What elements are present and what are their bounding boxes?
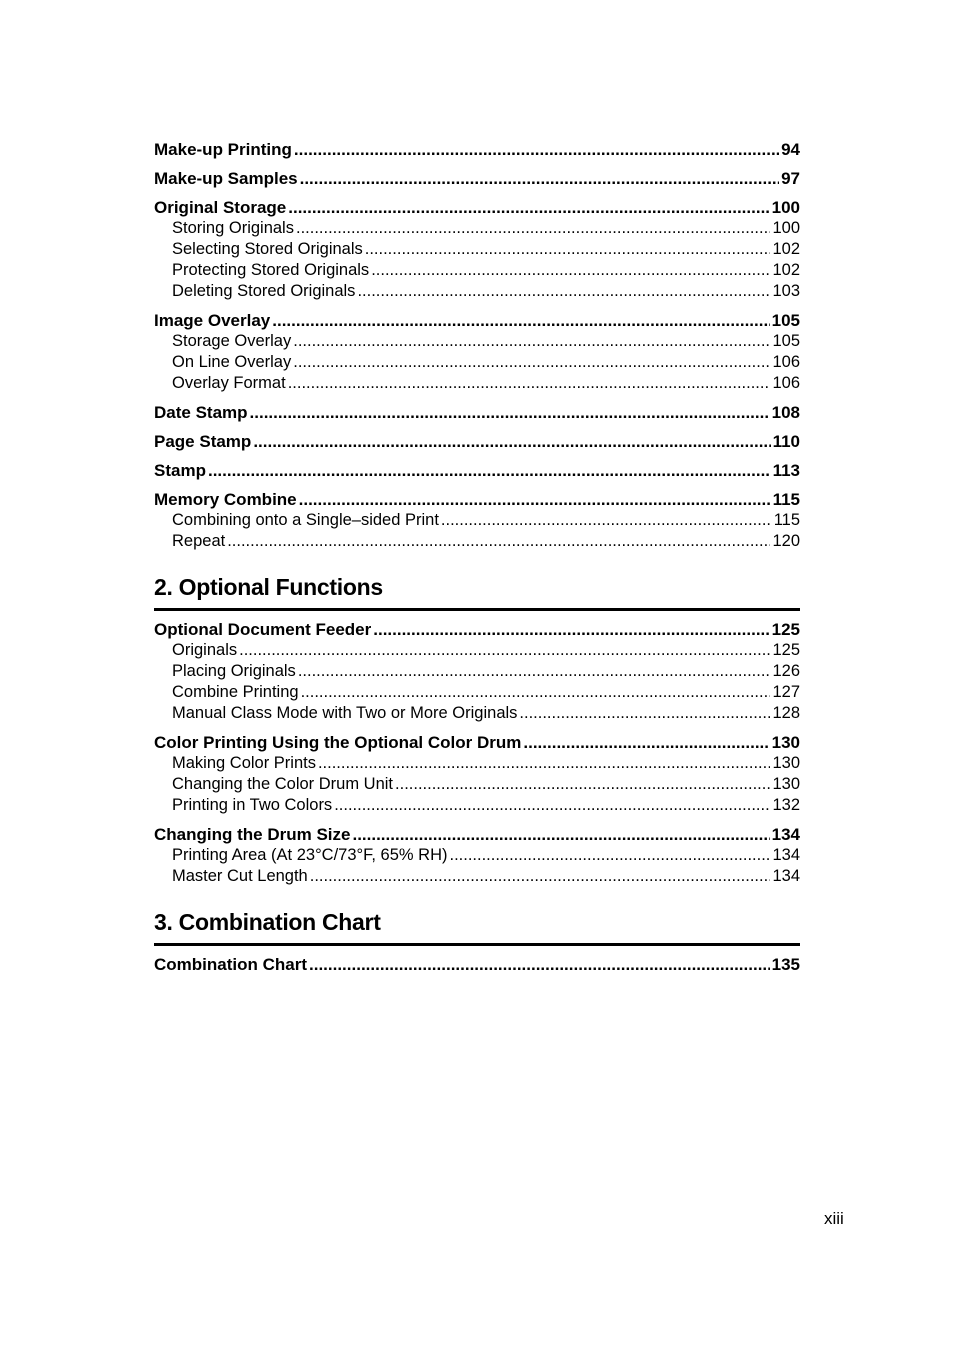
toc-entry-title: Make-up Printing <box>154 140 292 159</box>
dot-leader <box>288 197 769 218</box>
toc-entry[interactable] <box>154 489 800 510</box>
dot-leader <box>293 352 770 373</box>
toc-entry-page: 134 <box>771 825 800 844</box>
page-number: xiii <box>824 1209 844 1228</box>
dot-leader <box>441 510 772 531</box>
toc-entry-title: Storage Overlay <box>172 332 292 350</box>
toc-entry-page: 102 <box>772 261 800 279</box>
toc-subentry[interactable] <box>154 640 800 661</box>
toc-entry[interactable] <box>154 197 800 218</box>
dot-leader <box>310 866 771 887</box>
dot-leader <box>334 795 770 816</box>
dot-leader <box>519 703 770 724</box>
toc-entry[interactable] <box>154 139 800 160</box>
chapter-rule <box>154 608 800 611</box>
toc-entry-page: 128 <box>772 704 800 722</box>
toc-entry-title: Protecting Stored Originals <box>172 261 370 279</box>
toc-entry-title: Originals <box>172 641 238 659</box>
dot-leader <box>352 824 769 845</box>
toc-entry-title: Placing Originals <box>172 662 296 680</box>
toc-entry[interactable] <box>154 402 800 423</box>
toc-entry-title: Stamp <box>154 461 206 480</box>
toc-entry-title: Making Color Prints <box>172 754 316 772</box>
toc-entry-title: Combination Chart <box>154 955 307 974</box>
toc-subentry[interactable] <box>154 682 800 703</box>
toc-entry-page: 94 <box>781 140 800 159</box>
toc-entry[interactable] <box>154 619 800 640</box>
dot-leader <box>288 373 771 394</box>
chapter-rule <box>154 943 800 946</box>
toc-subentry[interactable] <box>154 260 800 281</box>
toc-entry-title: Memory Combine <box>154 490 297 509</box>
toc-subentry[interactable] <box>154 510 800 531</box>
toc-entry-page: 113 <box>772 461 800 480</box>
toc-entry-page: 126 <box>772 662 800 680</box>
toc-entry-page: 125 <box>771 620 800 639</box>
dot-leader <box>371 260 770 281</box>
toc-entry-title: Master Cut Length <box>172 867 308 885</box>
toc-subentry[interactable] <box>154 373 800 394</box>
toc-entry[interactable] <box>154 460 800 481</box>
toc-entry-title: Page Stamp <box>154 432 252 451</box>
toc-entry-page: 108 <box>771 403 800 422</box>
toc-entry-page: 106 <box>772 374 800 392</box>
dot-leader <box>395 774 770 795</box>
toc-entry-page: 115 <box>772 490 800 509</box>
toc-entry-page: 110 <box>772 432 800 451</box>
toc-entry-page: 127 <box>772 683 800 701</box>
dot-leader <box>272 310 769 331</box>
toc-entry-title: Make-up Samples <box>154 169 298 188</box>
toc-entry-title: Changing the Color Drum Unit <box>172 775 394 793</box>
toc-entry-title: Deleting Stored Originals <box>172 282 356 300</box>
toc-entry-page: 115 <box>773 511 800 529</box>
toc-entry[interactable] <box>154 824 800 845</box>
toc-entry-title: Manual Class Mode with Two or More Originals <box>172 704 518 722</box>
dot-leader <box>296 218 770 239</box>
toc-subentry[interactable] <box>154 531 800 552</box>
toc-entry[interactable] <box>154 732 800 753</box>
toc-entry[interactable] <box>154 954 800 975</box>
toc-entry-page: 134 <box>772 867 800 885</box>
toc-subentry[interactable] <box>154 281 800 302</box>
toc-entry-title: Date Stamp <box>154 403 248 422</box>
toc-subentry[interactable] <box>154 795 800 816</box>
toc-entry-title: Combine Printing <box>172 683 299 701</box>
toc-subentry[interactable] <box>154 218 800 239</box>
toc-entry[interactable] <box>154 431 800 452</box>
dot-leader <box>449 845 770 866</box>
toc-subentry[interactable] <box>154 753 800 774</box>
dot-leader <box>299 489 771 510</box>
toc-subentry[interactable] <box>154 866 800 887</box>
dot-leader <box>298 661 771 682</box>
dot-leader <box>208 460 771 481</box>
toc-entry-page: 102 <box>772 240 800 258</box>
toc-entry-title: Overlay Format <box>172 374 286 392</box>
chapter-heading: 2. Optional Functions <box>154 574 383 600</box>
toc-entry-title: Image Overlay <box>154 311 271 330</box>
dot-leader <box>365 239 771 260</box>
toc-subentry[interactable] <box>154 239 800 260</box>
toc-entry[interactable] <box>154 310 800 331</box>
dot-leader <box>523 732 769 753</box>
dot-leader <box>239 640 770 661</box>
toc-subentry[interactable] <box>154 845 800 866</box>
toc-entry-page: 100 <box>772 219 800 237</box>
toc-entry-title: Color Printing Using the Optional Color Drum <box>154 733 522 752</box>
dot-leader <box>293 331 770 352</box>
table-of-contents <box>154 139 800 975</box>
toc-entry-page: 130 <box>771 733 800 752</box>
toc-entry-title: Combining onto a Single–sided Print <box>172 511 439 529</box>
toc-entry-title: Printing Area (At 23°C/73°F, 65% RH) <box>172 846 448 864</box>
dot-leader <box>318 753 771 774</box>
dot-leader <box>294 139 779 160</box>
toc-entry[interactable] <box>154 168 800 189</box>
toc-subentry[interactable] <box>154 331 800 352</box>
dot-leader <box>373 619 769 640</box>
toc-entry-page: 103 <box>772 282 800 300</box>
toc-entry-title: On Line Overlay <box>172 353 292 371</box>
toc-entry-page: 106 <box>772 353 800 371</box>
toc-entry-page: 134 <box>772 846 800 864</box>
dot-leader <box>301 682 771 703</box>
chapter-heading: 3. Combination Chart <box>154 909 381 935</box>
toc-entry-title: Storing Originals <box>172 219 294 237</box>
toc-entry-title: Selecting Stored Originals <box>172 240 363 258</box>
dot-leader <box>309 954 770 975</box>
toc-subentry[interactable] <box>154 661 800 682</box>
dot-leader <box>300 168 779 189</box>
toc-entry-page: 130 <box>772 775 800 793</box>
toc-entry-title: Changing the Drum Size <box>154 825 351 844</box>
toc-entry-page: 105 <box>772 332 800 350</box>
dot-leader <box>253 431 770 452</box>
toc-entry-title: Optional Document Feeder <box>154 620 372 639</box>
toc-entry-page: 97 <box>781 169 800 188</box>
toc-entry-title: Printing in Two Colors <box>172 796 333 814</box>
toc-entry-page: 100 <box>771 198 800 217</box>
dot-leader <box>357 281 770 302</box>
toc-entry-title: Repeat <box>172 532 226 550</box>
toc-entry-title: Original Storage <box>154 198 287 217</box>
toc-entry-page: 120 <box>772 532 800 550</box>
toc-entry-page: 125 <box>772 641 800 659</box>
dot-leader <box>250 402 770 423</box>
toc-subentry[interactable] <box>154 352 800 373</box>
toc-subentry[interactable] <box>154 703 800 724</box>
dot-leader <box>227 531 770 552</box>
toc-subentry[interactable] <box>154 774 800 795</box>
toc-entry-page: 105 <box>771 311 800 330</box>
toc-entry-page: 132 <box>772 796 800 814</box>
toc-entry-page: 130 <box>772 754 800 772</box>
toc-entry-page: 135 <box>771 955 800 974</box>
